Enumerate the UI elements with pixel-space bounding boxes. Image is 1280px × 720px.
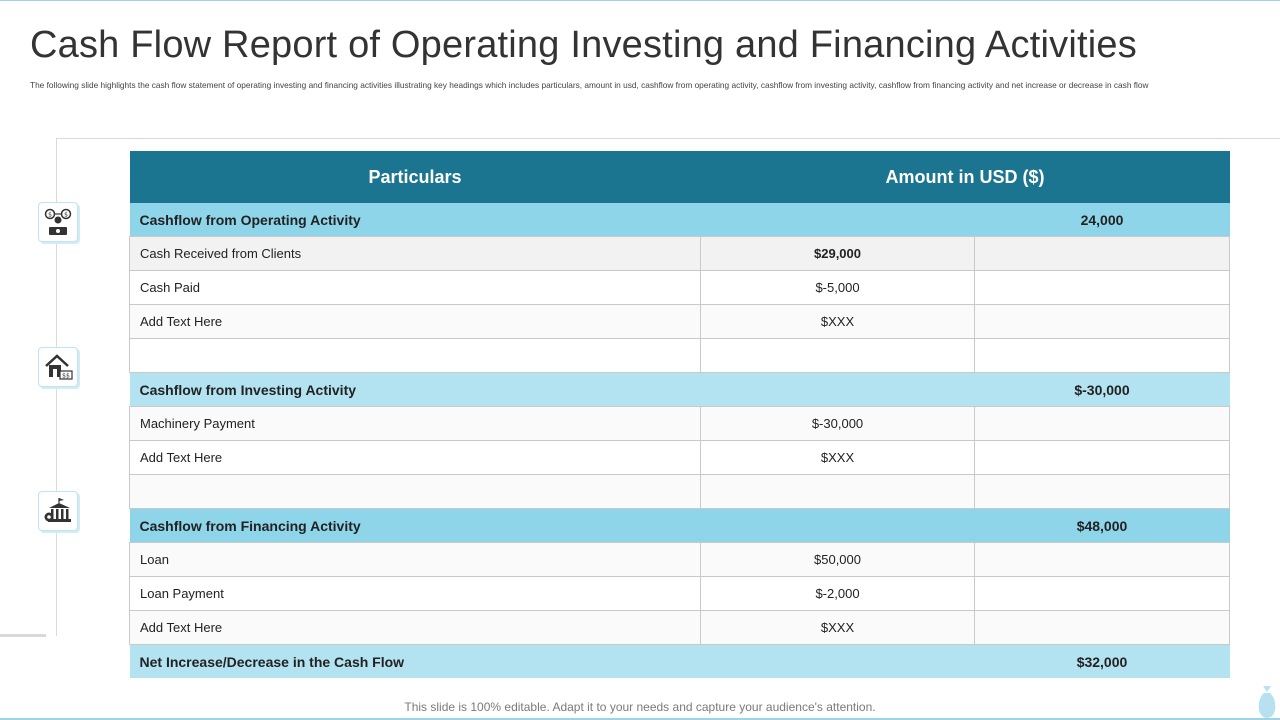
net-cash-flow-label: Net Increase/Decrease in the Cash Flow bbox=[130, 645, 975, 679]
frame-foot-line bbox=[0, 634, 46, 637]
investing-section-label: Cashflow from Investing Activity bbox=[130, 373, 975, 407]
table-row bbox=[130, 611, 1230, 645]
table-row bbox=[130, 475, 1230, 509]
table-row bbox=[130, 543, 1230, 577]
row-label: Loan bbox=[130, 543, 701, 577]
row-total-cell bbox=[975, 305, 1230, 339]
row-total-cell bbox=[975, 271, 1230, 305]
financing-section-label: Cashflow from Financing Activity bbox=[130, 509, 975, 543]
money-bag-icon bbox=[1254, 682, 1280, 720]
financing-section-row bbox=[130, 509, 1230, 543]
svg-text:$: $ bbox=[48, 211, 52, 219]
row-label bbox=[130, 475, 701, 509]
amount-header: Amount in USD ($) bbox=[701, 151, 1230, 203]
row-amount: $29,000 bbox=[701, 237, 975, 271]
row-total-cell bbox=[975, 407, 1230, 441]
row-label: Add Text Here bbox=[130, 441, 701, 475]
svg-text:$$: $$ bbox=[62, 372, 70, 380]
row-total-cell bbox=[975, 441, 1230, 475]
frame-top-line bbox=[56, 138, 1280, 139]
row-amount bbox=[701, 475, 975, 509]
investing-total: $-30,000 bbox=[975, 373, 1230, 407]
row-amount: $-30,000 bbox=[701, 407, 975, 441]
operating-section-label: Cashflow from Operating Activity bbox=[130, 203, 975, 237]
row-amount: $50,000 bbox=[701, 543, 975, 577]
page-subtitle: The following slide highlights the cash flow statement of operating investing and financing activities illustrating key headings which includes particulars, amount in usd, cashflow from operating activity, cashflow from investing activity, cashflow from financing activity and net increase or decrease in cash flow bbox=[30, 80, 1149, 90]
table-row bbox=[130, 441, 1230, 475]
operating-total: 24,000 bbox=[975, 203, 1230, 237]
particulars-header: Particulars bbox=[130, 151, 701, 203]
row-label: Cash Paid bbox=[130, 271, 701, 305]
money-exchange-icon bbox=[38, 202, 78, 242]
operating-section-row bbox=[130, 203, 1230, 237]
table-row bbox=[130, 577, 1230, 611]
row-total-cell bbox=[975, 339, 1230, 373]
row-total-cell bbox=[975, 543, 1230, 577]
table-row bbox=[130, 407, 1230, 441]
investing-section-row bbox=[130, 373, 1230, 407]
row-label: Machinery Payment bbox=[130, 407, 701, 441]
row-amount: $-2,000 bbox=[701, 577, 975, 611]
row-label: Cash Received from Clients bbox=[130, 237, 701, 271]
top-accent-line bbox=[0, 0, 1280, 1]
row-total-cell bbox=[975, 611, 1230, 645]
row-label bbox=[130, 339, 701, 373]
row-label: Loan Payment bbox=[130, 577, 701, 611]
table-row bbox=[130, 339, 1230, 373]
financing-total: $48,000 bbox=[975, 509, 1230, 543]
row-total-cell bbox=[975, 475, 1230, 509]
svg-text:$: $ bbox=[64, 211, 68, 219]
cash-flow-table bbox=[129, 151, 1230, 678]
bank-gear-icon bbox=[38, 491, 78, 531]
row-total-cell bbox=[975, 237, 1230, 271]
row-total-cell bbox=[975, 577, 1230, 611]
page-title: Cash Flow Report of Operating Investing and Financing Activities bbox=[30, 24, 1137, 66]
row-amount bbox=[701, 339, 975, 373]
table-row bbox=[130, 305, 1230, 339]
row-amount: $-5,000 bbox=[701, 271, 975, 305]
row-amount: $XXX bbox=[701, 441, 975, 475]
net-cash-flow-total: $32,000 bbox=[975, 645, 1230, 679]
row-label: Add Text Here bbox=[130, 611, 701, 645]
table-row bbox=[130, 237, 1230, 271]
row-amount: $XXX bbox=[701, 305, 975, 339]
row-amount: $XXX bbox=[701, 611, 975, 645]
footer-note: This slide is 100% editable. Adapt it to your needs and capture your audience's attention. bbox=[404, 700, 876, 714]
net-cash-flow-row bbox=[130, 645, 1230, 679]
house-money-icon bbox=[38, 347, 78, 387]
row-label: Add Text Here bbox=[130, 305, 701, 339]
table-header-row bbox=[130, 151, 1230, 203]
table-row bbox=[130, 271, 1230, 305]
